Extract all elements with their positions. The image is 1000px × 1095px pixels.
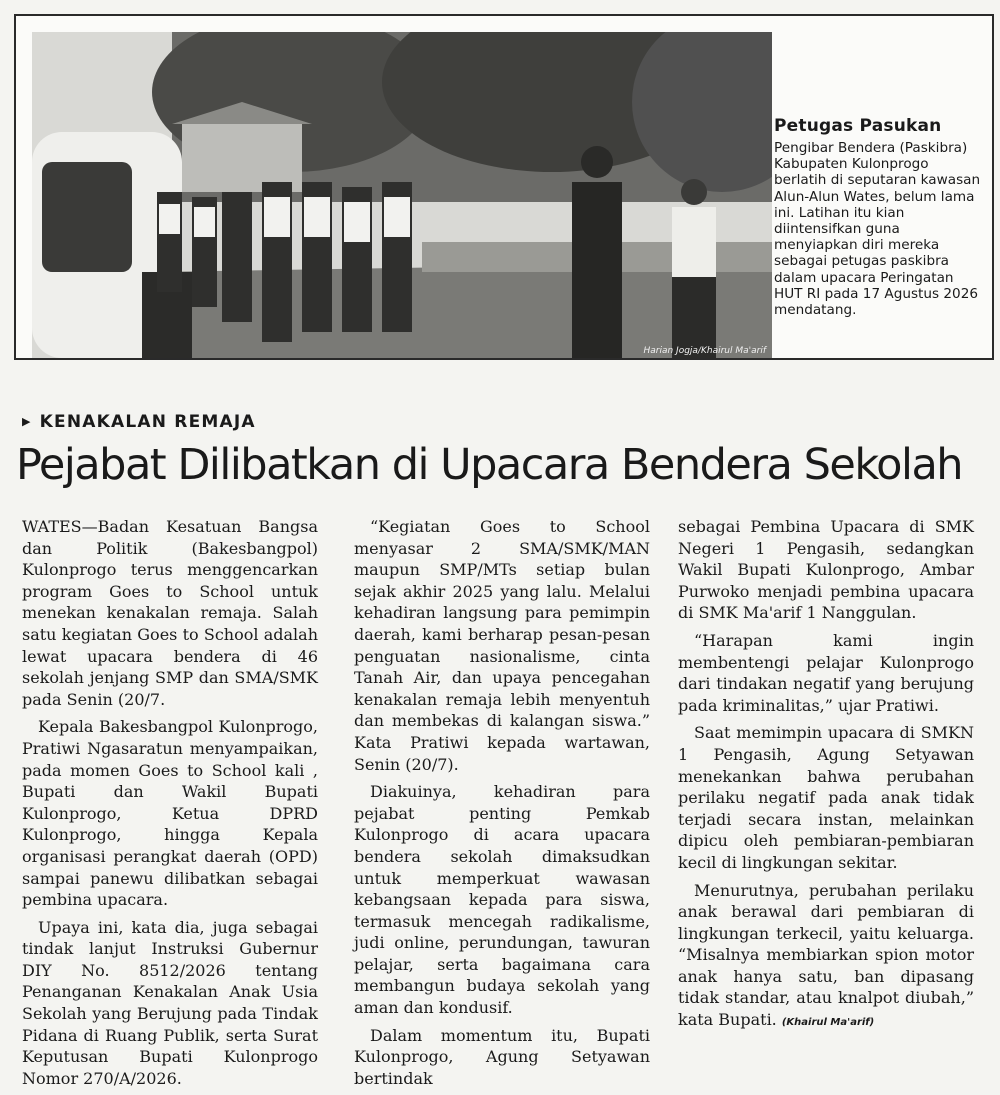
section-kicker (22, 412, 256, 432)
paragraph: Dalam momentum itu, Bupati Kulonprogo, Agung Setyawan bertindak (354, 1025, 650, 1088)
photo-illustration (32, 32, 772, 358)
paragraph: Saat memimpin upacara di SMKN 1 Pengasih, Agung Setyawan menekankan bahwa perubahan perilaku negatif pada anak tidak terjadi secara instan, melainkan dipicu oleh pembiaran-pembiaran kecil di lingkungan sekitar. (678, 723, 974, 872)
article-column-1 (22, 516, 318, 1095)
paragraph-text: Menurutnya, perubahan perilaku anak berawal dari pembiaran di lingkungan terkecil, yaitu keluarga. “Misalnya membiarkan spion motor anak hanya satu, ban dipasang tidak standar, atau knalpot diubah,” kata Bupati. (678, 880, 974, 1030)
headline: Pejabat Dilibatkan di Upacara Bendera Sekolah (16, 440, 963, 490)
photo-caption (774, 116, 984, 318)
article-column-2 (354, 516, 650, 1095)
kicker-label: KENAKALAN REMAJA (39, 412, 256, 432)
news-photo (32, 32, 772, 358)
paragraph-text: Badan Kesatuan Bangsa dan Politik (Bakesbangpol) Kulonprogo terus menggencarkan program Goes to School untuk menekan kenakalan remaja. Salah satu kegiatan Goes to School adalah lewat upacara bendera di 46 sekolah jenjang SMP dan SMA/SMK pada Senin (20/7. (22, 517, 318, 709)
caption-body: Pengibar Bendera (Paskibra) Kabupaten Kulonprogo berlatih di seputaran kawasan Alun-Alun Wates, belum lama ini. Latihan itu kian diintensifkan guna menyiapkan diri mereka sebagai petugas paskibra dalam upacara Peringatan HUT RI pada 17 Agustus 2026 mendatang. (774, 140, 981, 319)
photo-credit: Harian Jogja/Khairul Ma'arif (643, 346, 766, 356)
paragraph: Diakuinya, kehadiran para pejabat penting Pemkab Kulonprogo di acara upacara bendera sekolah dimaksudkan untuk memperkuat wawasan kebangsaan kepada para siswa, termasuk mencegah radikalisme, judi online, perundungan, tawuran pelajar, serta bagaimana cara membangun budaya sekolah yang aman dan kondusif. (354, 782, 650, 1018)
paragraph (678, 880, 974, 1034)
caption-title: Petugas Pasukan (774, 116, 942, 136)
paragraph (22, 516, 318, 710)
arrow-right-icon: ▶ (22, 415, 32, 428)
dateline: WATES— (22, 517, 98, 536)
paragraph: “Harapan kami ingin membentengi pelajar Kulonprogo dari tindakan negatif yang berujung pada kriminalitas,” ujar Pratiwi. (678, 630, 974, 715)
photo-frame (14, 14, 994, 360)
paragraph: “Kegiatan Goes to School menyasar 2 SMA/SMK/MAN maupun SMP/MTs setiap bulan sejak akhir 2025 yang lalu. Melalui kehadiran langsung para pemimpin daerah, kami berharap pesan-pesan penguatan nasionalisme, cinta Tanah Air, dan upaya pencegahan kenakalan remaja lebih menyentuh dan membekas di kalangan siswa.” Kata Pratiwi kepada wartawan, Senin (20/7). (354, 517, 650, 774)
byline: (Khairul Ma'arif) (781, 1017, 875, 1029)
paragraph: sebagai Pembina Upacara di SMK Negeri 1 Pengasih, sedangkan Wakil Bupati Kulonprogo, Ambar Purwoko menjadi pembina upacara di SMK Ma'arif 1 Nanggulan. (678, 517, 974, 623)
paragraph: Upaya ini, kata dia, juga sebagai tindak lanjut Instruksi Gubernur DIY No. 8512/2026 tentang Penanganan Kenakalan Anak Usia Sekolah yang Berujung pada Tindak Pidana di Ruang Publik, serta Surat Keputusan Bupati Kulonprogo Nomor 270/A/2026. (22, 917, 318, 1088)
article-column-3 (678, 516, 974, 1040)
paragraph: Kepala Bakesbangpol Kulonprogo, Pratiwi Ngasaratun menyampaikan, pada momen Goes to School kali , Bupati dan Wakil Bupati Kulonprogo, Ketua DPRD Kulonprogo, hingga Kepala organisasi perangkat daerah (OPD) sampai panewu dilibatkan sebagai pembina upacara. (22, 717, 318, 910)
